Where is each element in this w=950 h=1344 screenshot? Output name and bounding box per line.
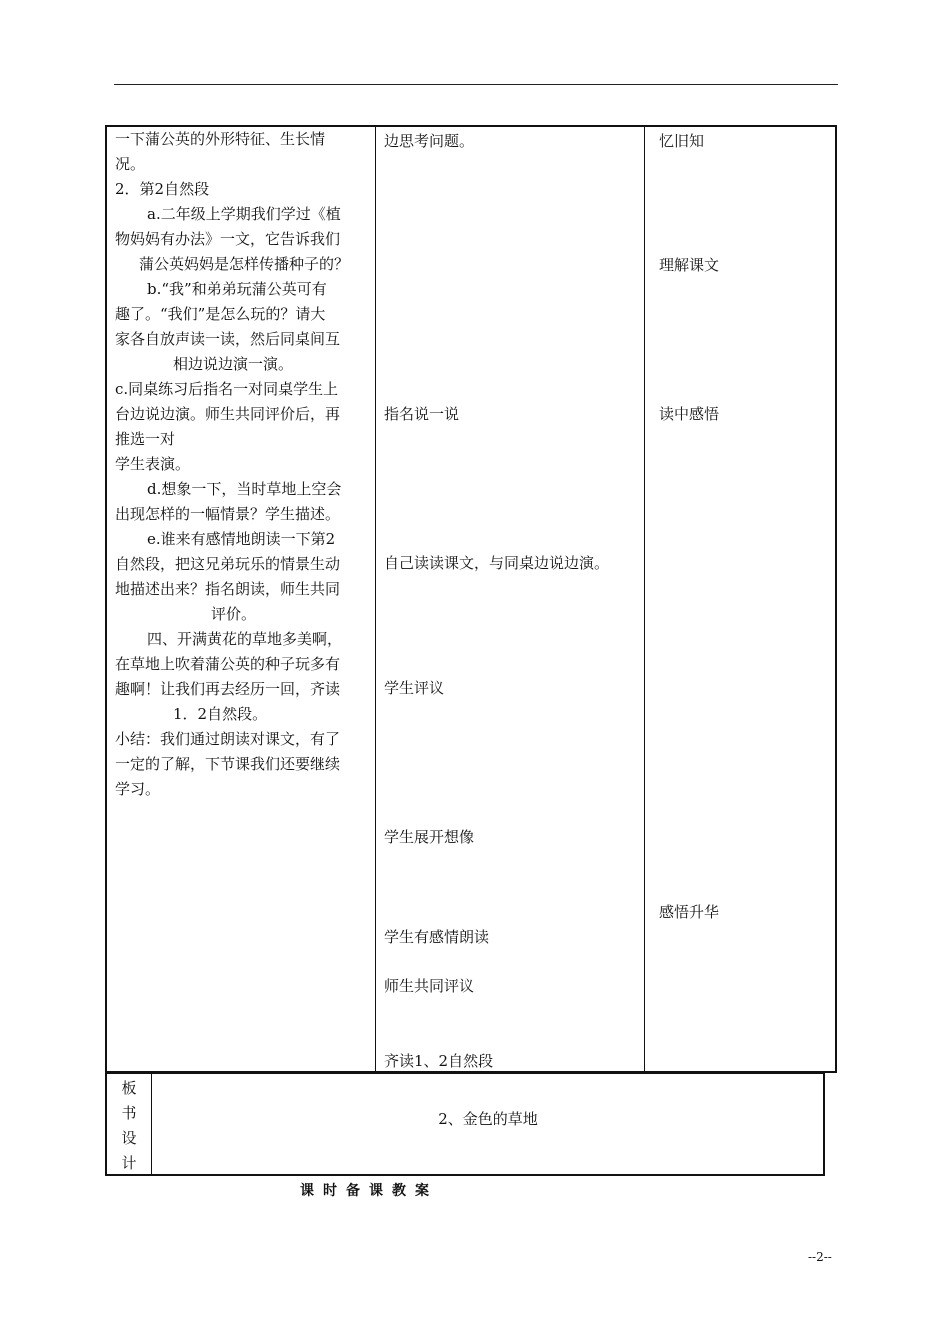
teaching-process-line: 推选一对 xyxy=(115,430,176,448)
teaching-process-line: 一定的了解，下节课我们还要继续 xyxy=(115,755,341,773)
teaching-process-line: 家各自放声读一读，然后同桌间互 xyxy=(115,330,341,348)
teaching-process-line: c.同桌练习后指名一对同桌学生上 xyxy=(115,380,339,398)
header-rule xyxy=(114,84,838,85)
design-intent-item: 忆旧知 xyxy=(659,132,705,150)
student-activity-item: 师生共同评议 xyxy=(384,977,475,995)
board-label-char: 计 xyxy=(121,1154,137,1172)
teaching-process-line: 四、开满黄花的草地多美啊， xyxy=(147,630,343,648)
teaching-process-line: 在草地上吹着蒲公英的种子玩多有 xyxy=(115,655,341,673)
student-activity-item: 齐读1、2自然段 xyxy=(384,1052,494,1070)
teaching-process-line: b.“我”和弟弟玩蒲公英可有 xyxy=(147,280,327,298)
teaching-process-line: 小结：我们通过朗读对课文，有了 xyxy=(115,730,341,748)
student-activity-item: 指名说一说 xyxy=(384,405,460,423)
board-design-table xyxy=(105,1072,825,1176)
lesson-plan-table xyxy=(105,125,837,1073)
board-label-char: 书 xyxy=(121,1104,137,1122)
teaching-process-line: 台边说边演。师生共同评价后，再 xyxy=(115,405,341,423)
design-intent-item: 理解课文 xyxy=(659,256,720,274)
teaching-process-line: 自然段，把这兄弟玩乐的情景生动 xyxy=(115,555,341,573)
teaching-process-line: 学生表演。 xyxy=(115,455,191,473)
student-activity-item: 自己读读课文，与同桌边说边演。 xyxy=(384,554,610,572)
student-activity-item: 学生展开想像 xyxy=(384,828,475,846)
teaching-process-line: 一下蒲公英的外形特征、生长情 xyxy=(115,130,326,148)
student-activity-column xyxy=(376,127,644,1071)
teaching-process-line: 评价。 xyxy=(211,605,257,623)
design-intent-column xyxy=(645,127,837,1071)
teaching-process-line: 趣啊！让我们再去经历一回，齐读 xyxy=(115,680,341,698)
student-activity-item: 学生有感情朗读 xyxy=(384,928,490,946)
teaching-process-line: 1．2自然段。 xyxy=(173,705,268,723)
teaching-process-line: 出现怎样的一幅情景？学生描述。 xyxy=(115,505,341,523)
board-design-content: 2、金色的草地 xyxy=(438,1110,538,1128)
teaching-process-line: 地描述出来？指名朗读，师生共同 xyxy=(115,580,341,598)
teaching-process-column xyxy=(107,127,375,1071)
teaching-process-line: 蒲公英妈妈是怎样传播种子的？ xyxy=(139,255,350,273)
teaching-process-line: 2．第2自然段 xyxy=(115,180,210,198)
teaching-process-line: 物妈妈有办法》一文，它告诉我们 xyxy=(115,230,341,248)
board-design-label xyxy=(107,1074,152,1174)
page-number: --2-- xyxy=(808,1250,832,1264)
board-label-char: 板 xyxy=(121,1079,137,1097)
student-activity-item: 边思考问题。 xyxy=(384,132,475,150)
teaching-process-line: 况。 xyxy=(115,155,146,173)
footer-title: 课时备课教案 xyxy=(300,1183,438,1199)
board-label-char: 设 xyxy=(121,1129,137,1147)
teaching-process-line: e.谁来有感情地朗读一下第2 xyxy=(147,530,336,548)
teaching-process-line: 学习。 xyxy=(115,780,161,798)
teaching-process-line: 相边说边演一演。 xyxy=(173,355,294,373)
teaching-process-line: 趣了。“我们”是怎么玩的？请大 xyxy=(115,305,326,323)
teaching-process-line: d.想象一下，当时草地上空会 xyxy=(147,480,342,498)
teaching-process-line: a.二年级上学期我们学过《植 xyxy=(147,205,341,223)
design-intent-item: 感悟升华 xyxy=(659,903,720,921)
student-activity-item: 学生评议 xyxy=(384,679,445,697)
design-intent-item: 读中感悟 xyxy=(659,405,720,423)
